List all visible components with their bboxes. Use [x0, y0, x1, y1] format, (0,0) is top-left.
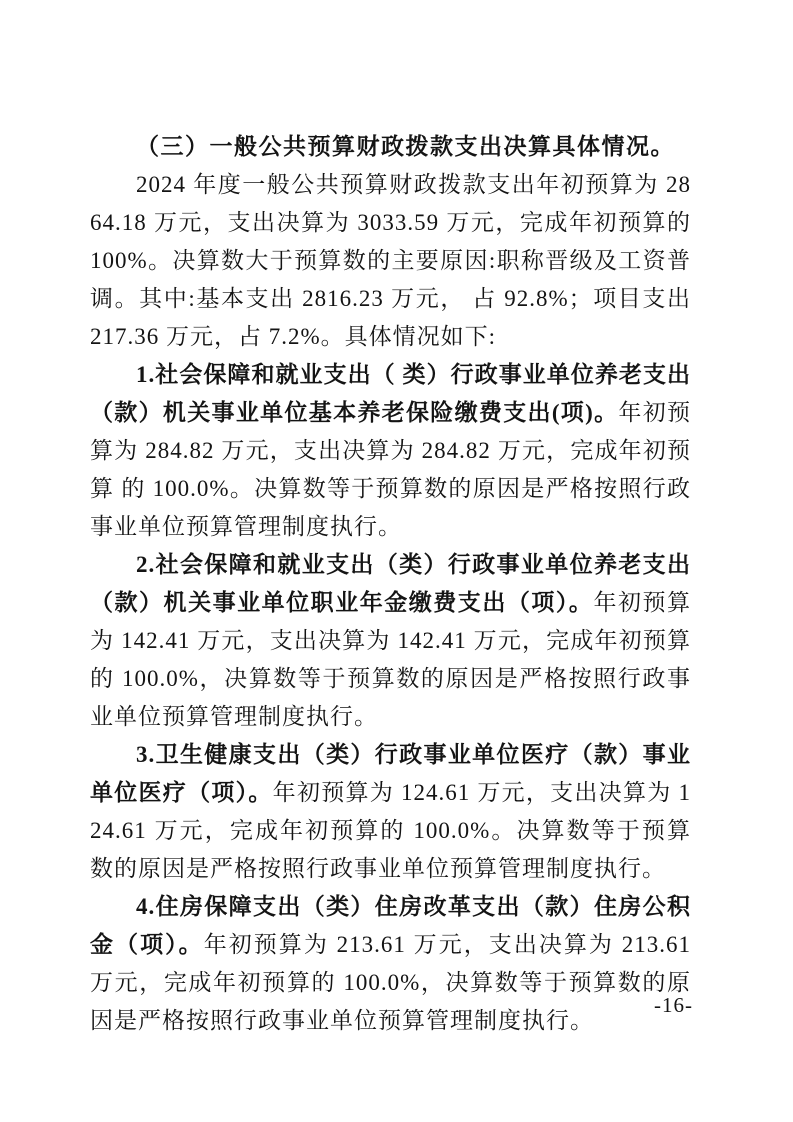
item-title-run: 4.住房保障支出（类）住房改革支出（款）住房公积金（项）。 — [90, 894, 691, 957]
document-paragraphs — [90, 166, 691, 1040]
document-content — [90, 128, 691, 1040]
paragraph — [90, 888, 691, 1040]
paragraph — [90, 356, 691, 546]
paragraph — [90, 166, 691, 356]
section-heading: （三）一般公共预算财政拨款支出决算具体情况。 — [136, 134, 675, 159]
text-run: 年初预算为 213.61 万元，支出决算为 213.61 万元，完成年初预算的 100.0%，决算数等于预算数的原因是严格按照行政事业单位预算管理制度执行。 — [90, 932, 692, 1033]
text-run: 2024 年度一般公共预算财政拨款支出年初预算为 2864.18 万元，支出决算为 3033.59 万元，完成年初预算的 100%。决算数大于预算数的主要原因:职称晋级及工资普调。其中:基本支出 2816.23 万元， 占 92.8%；项目支出 217.36 万元，占 7.2%。具体情况如下: — [90, 172, 691, 349]
text-run: 年初预算为 124.61 万元，支出决算为 124.61 万元，完成年初预算的 100.0%。决算数等于预算数的原因是严格按照行政事业单位预算管理制度执行。 — [90, 780, 692, 881]
item-title-run: 2.社会保障和就业支出（类）行政事业单位养老支出（款）机关事业单位职业年金缴费支出（项）。 — [90, 552, 691, 615]
text-run: 年初预算为 142.41 万元，支出决算为 142.41 万元，完成年初预算的 100.0%，决算数等于预算数的原因是严格按照行政事业单位预算管理制度执行。 — [90, 590, 692, 729]
page-number: -16- — [654, 993, 693, 1017]
item-title-run: 1.社会保障和就业支出（ 类）行政事业单位养老支出 （款）机关事业单位基本养老保险缴费支出(项)。 — [90, 362, 691, 425]
paragraph — [90, 736, 691, 888]
text-run: 年初预 算为 284.82 万元，支出决算为 284.82 万元，完成年初预算 的 100.0%。决算数等于预算数的原因是严格按照行政事业单位预算管理制度执行。 — [90, 400, 692, 539]
paragraph — [90, 546, 691, 736]
item-title-run: 3.卫生健康支出（类）行政事业单位医疗（款）事业单位医疗（项）。 — [90, 742, 691, 805]
